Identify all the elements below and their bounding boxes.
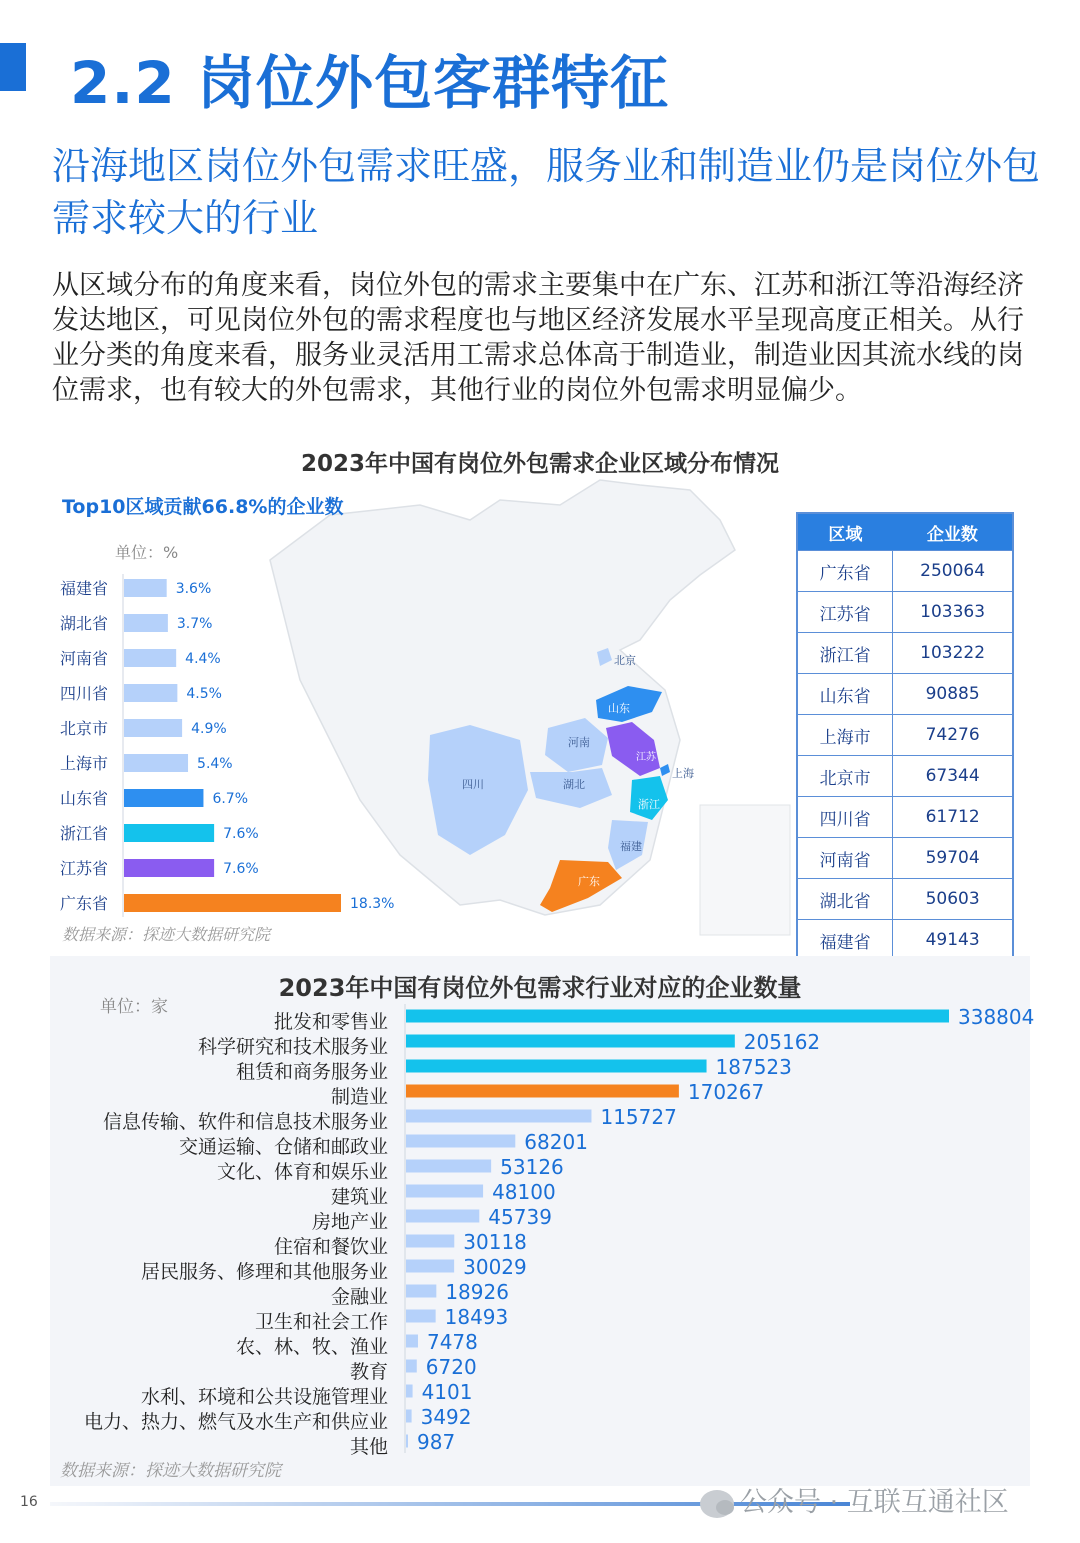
- region-bar-value: 5.4%: [197, 756, 233, 772]
- industry-bar-value: 6720: [425, 1355, 477, 1379]
- region-bar-value: 3.6%: [175, 581, 212, 597]
- page-title: 2.2 岗位外包客群特征: [70, 49, 669, 117]
- industry-bar-label: 科学研究和技术服务业: [197, 1036, 388, 1058]
- count-cell: 61712: [893, 797, 1013, 838]
- region-cell: 河南省: [797, 838, 893, 879]
- region-bar: [124, 579, 167, 597]
- count-cell: 250064: [893, 551, 1013, 592]
- industry-bar-label: 金融业: [330, 1286, 388, 1308]
- region-cell: 广东省: [797, 551, 893, 592]
- region-bar-label: 河南省: [60, 649, 109, 668]
- industry-bar-label: 信息传输、软件和信息技术服务业: [102, 1111, 388, 1133]
- industry-bar-label: 农、林、牧、渔业: [235, 1336, 388, 1358]
- industry-bar-value: 30118: [463, 1230, 527, 1254]
- region-bar: [124, 649, 176, 667]
- industry-chart-unit: 单位：家: [100, 997, 168, 1017]
- industry-bar: [406, 1085, 679, 1098]
- region-bar-value: 18.3%: [350, 896, 395, 912]
- industry-bar-value: 3492: [420, 1405, 472, 1429]
- region-bar: [124, 824, 214, 842]
- industry-bar: [406, 1035, 735, 1048]
- region-bar: [124, 614, 168, 632]
- industry-bar-label: 住宿和餐饮业: [273, 1236, 388, 1258]
- industry-bar: [406, 1435, 408, 1448]
- page-number: 16: [20, 1494, 38, 1510]
- industry-bar: [406, 1110, 591, 1123]
- region-chart-source: 数据来源：探迹大数据研究院: [62, 925, 271, 944]
- count-cell: 74276: [893, 715, 1013, 756]
- industry-bar: [406, 1185, 483, 1198]
- watermark: [700, 1480, 1009, 1519]
- industry-bar: [406, 1210, 479, 1223]
- industry-bar-value: 7478: [426, 1330, 478, 1354]
- industry-bar-label: 房地产业: [311, 1211, 388, 1233]
- region-table-header-count: 企业数: [893, 513, 1013, 551]
- industry-bar: [406, 1285, 436, 1298]
- count-cell: 103222: [893, 633, 1013, 674]
- region-table-header-region: 区域: [797, 513, 893, 551]
- industry-bar-label: 制造业: [330, 1086, 388, 1108]
- region-bar-label: 江苏省: [60, 859, 109, 878]
- map-label-shanghai: 上海: [672, 767, 694, 780]
- region-chart-title: 2023年中国有岗位外包需求企业区域分布情况: [300, 451, 779, 477]
- industry-bar-value: 170267: [687, 1080, 765, 1104]
- industry-bar-label: 居民服务、修理和其他服务业: [140, 1261, 388, 1283]
- region-bar-value: 4.9%: [191, 721, 227, 737]
- map-label-guangdong: 广东: [578, 875, 600, 888]
- industry-bar-value: 205162: [743, 1030, 821, 1054]
- industry-chart-title: 2023年中国有岗位外包需求行业对应的企业数量: [278, 974, 802, 1002]
- map-label-sichuan: 四川: [462, 778, 484, 791]
- top10-chart-title: Top10区域贡献66.8%的企业数: [62, 496, 344, 518]
- industry-bar-value: 45739: [488, 1205, 552, 1229]
- map-label-jiangsu: 江苏: [636, 752, 656, 763]
- industry-bar-label: 教育: [349, 1361, 388, 1383]
- count-cell: 90885: [893, 674, 1013, 715]
- industry-bar: [406, 1335, 418, 1348]
- map-label-zhejiang: 浙江: [638, 798, 660, 811]
- region-bar-value: 4.5%: [186, 686, 222, 702]
- page-subtitle: 沿海地区岗位外包需求旺盛，服务业和制造业仍是岗位外包需求较大的行业: [52, 144, 1041, 240]
- region-bar: [124, 894, 341, 912]
- industry-bar: [406, 1360, 417, 1373]
- industry-bar-label: 租赁和商务服务业: [235, 1061, 388, 1083]
- region-cell: 四川省: [797, 797, 893, 838]
- region-cell: 湖北省: [797, 879, 893, 920]
- industry-bar: [406, 1135, 515, 1148]
- industry-bar: [406, 1410, 412, 1423]
- region-bar: [124, 789, 203, 807]
- industry-bar: [406, 1260, 454, 1273]
- industry-bar-value: 18926: [445, 1280, 509, 1304]
- industry-bar-value: 68201: [524, 1130, 588, 1154]
- industry-bar: [406, 1385, 413, 1398]
- map-label-fujian: 福建: [620, 840, 642, 853]
- count-cell: 67344: [893, 756, 1013, 797]
- industry-bar: [406, 1235, 454, 1248]
- region-chart-unit: 单位：%: [115, 543, 179, 562]
- industry-bar-value: 338804: [958, 1005, 1035, 1029]
- industry-bar-value: 115727: [600, 1105, 677, 1129]
- region-bar-label: 山东省: [60, 789, 109, 808]
- region-bar-value: 7.6%: [223, 826, 259, 842]
- region-bar: [124, 859, 214, 877]
- region-bar-label: 上海市: [60, 754, 109, 773]
- wechat-icon: [700, 1490, 734, 1518]
- industry-bar: [406, 1310, 436, 1323]
- industry-bar-value: 187523: [715, 1055, 792, 1079]
- count-cell: 49143: [893, 920, 1013, 962]
- map-label-henan: 河南: [568, 736, 590, 749]
- region-bar-value: 3.7%: [176, 616, 213, 632]
- region-bar: [124, 719, 182, 737]
- region-cell: 浙江省: [797, 633, 893, 674]
- region-bar-value: 7.6%: [223, 861, 259, 877]
- industry-bar: [406, 1160, 491, 1173]
- industry-bar-value: 18493: [444, 1305, 509, 1329]
- industry-bar-label: 交通运输、仓储和邮政业: [178, 1136, 388, 1158]
- body-paragraph: 从区域分布的角度来看，岗位外包的需求主要集中在广东、江苏和浙江等沿海经济发达地区，可见岗位外包的需求程度也与地区经济发展水平呈现高度正相关。从行业分类的角度来看，服务业灵活用工需求总体高于制造业，制造业因其流水线的岗位需求，也有较大的外包需求，其他行业的岗位外包需求明显偏少。: [52, 270, 1024, 406]
- region-bar-value: 6.7%: [212, 791, 249, 807]
- count-cell: 59704: [893, 838, 1013, 879]
- map-label-hubei: 湖北: [563, 778, 585, 791]
- industry-bar-label: 文化、体育和娱乐业: [216, 1161, 388, 1183]
- industry-bar-value: 48100: [492, 1180, 556, 1204]
- region-cell: 北京市: [797, 756, 893, 797]
- region-bar-label: 四川省: [60, 684, 109, 703]
- map-label-beijing: 北京: [614, 654, 636, 667]
- region-bar-label: 浙江省: [60, 824, 109, 843]
- industry-bar-value: 4101: [421, 1380, 473, 1404]
- industry-bar: [406, 1010, 949, 1023]
- industry-bar-label: 批发和零售业: [273, 1011, 388, 1033]
- region-bar: [124, 684, 177, 702]
- region-cell: 山东省: [797, 674, 893, 715]
- industry-bar-value: 30029: [463, 1255, 527, 1279]
- industry-bar-label: 水利、环境和公共设施管理业: [140, 1386, 388, 1408]
- industry-bar-label: 其他: [349, 1436, 388, 1458]
- region-cell: 江苏省: [797, 592, 893, 633]
- region-cell: 上海市: [797, 715, 893, 756]
- region-bar-label: 北京市: [60, 719, 109, 738]
- industry-bar-value: 53126: [500, 1155, 564, 1179]
- region-bar-label: 广东省: [60, 894, 109, 913]
- industry-bar-label: 建筑业: [330, 1186, 388, 1208]
- watermark-text: 公众号 · 互联互通社区: [740, 1487, 1009, 1518]
- region-bar: [124, 754, 188, 772]
- industry-bar: [406, 1060, 707, 1073]
- map-label-shandong: 山东: [608, 702, 630, 715]
- region-bar-label: 福建省: [60, 579, 109, 598]
- industry-bar-label: 卫生和社会工作: [254, 1311, 388, 1333]
- industry-bar-label: 电力、热力、燃气及水生产和供应业: [83, 1411, 388, 1433]
- region-cell: 福建省: [797, 920, 893, 962]
- industry-chart-source: 数据来源：探迹大数据研究院: [60, 1461, 281, 1481]
- region-bar-label: 湖北省: [60, 614, 109, 633]
- industry-bar-value: 987: [417, 1430, 456, 1454]
- count-cell: 50603: [893, 879, 1013, 920]
- count-cell: 103363: [893, 592, 1013, 633]
- region-bar-value: 4.4%: [185, 651, 221, 667]
